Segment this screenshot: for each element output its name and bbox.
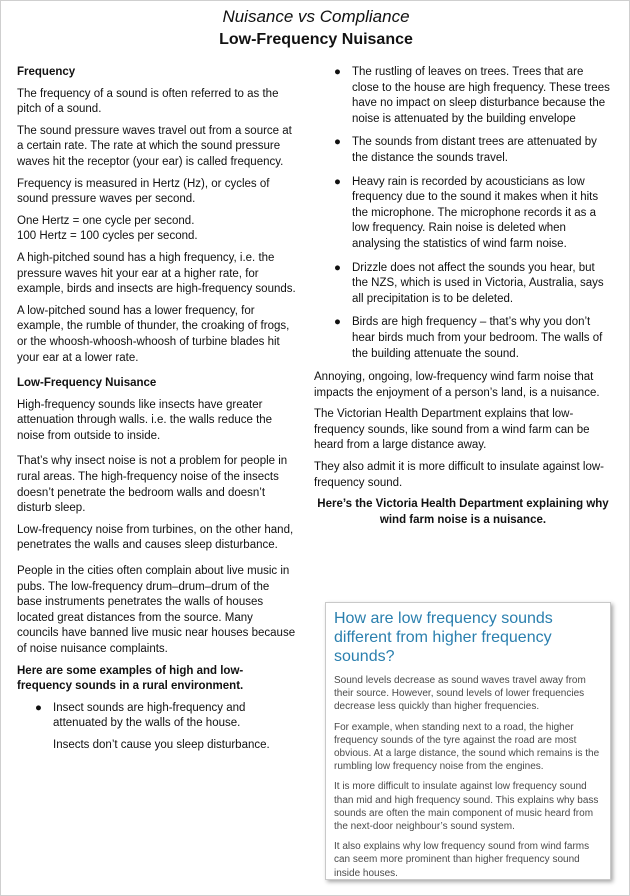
right-column	[314, 65, 612, 536]
list-item: ● The sounds from distant trees are attenuated by the distance the sounds travel.	[334, 136, 597, 164]
bullet-icon: ●	[334, 66, 341, 78]
paragraph: Frequency is measured in Hertz (Hz), or cycles of sound pressure waves per second.	[17, 177, 270, 206]
paragraph: That’s why insect noise is not a problem for people in rural areas. The high-frequency noise of the insects doesn’t penetrate the bedroom walls and doesn’t disturb sleep.	[17, 455, 288, 515]
page-supertitle: Nuisance vs Compliance	[222, 7, 410, 26]
bullet-icon: ●	[334, 316, 341, 329]
list-item: ● Drizzle does not affect the sounds you hear, but the NZS, which is used in Victoria, Australia, says all precipitation is to be deleted.	[334, 261, 604, 305]
paragraph: A high-pitched sound has a high frequency, i.e. the pressure waves hit your ear at a higher rate, for example, birds and insects are high-frequency sounds.	[17, 251, 296, 296]
health-department-clipping	[325, 602, 611, 880]
clipping-paragraph: Sound levels decrease as sound waves travel away from their source. However, sound levels of lower frequencies decrease less quickly than higher frequencies.	[334, 675, 586, 713]
paragraph: The Victorian Health Department explains that low-frequency sounds, like sound from a wind farm can be heard from a large distance away.	[314, 408, 590, 452]
list-item: ● Insect sounds are high-frequency and attenuated by the walls of the house. Insects don’t cause you sleep disturbance.	[35, 701, 297, 754]
low-frequency-nuisance-heading: Low-Frequency Nuisance	[17, 377, 157, 390]
clipping-title: How are low frequency sounds different from higher frequency sounds?	[334, 610, 553, 665]
list-item: ● Heavy rain is recorded by acousticians as low frequency due to the sound it makes when it hits the microphone. The microphone records it as a low frequency. Rain noise is deleted when analysing the statistics of wind farm noise.	[334, 175, 599, 250]
page-title: Low-Frequency Nuisance	[219, 31, 413, 48]
sounds-list	[314, 65, 612, 362]
bullet-icon: ●	[334, 136, 341, 149]
paragraph: High-frequency sounds like insects have greater attenuation through walls. i.e. the walls reduce the noise from outside to inside.	[17, 398, 273, 442]
paragraph	[17, 214, 297, 245]
clipping-paragraph: It is more difficult to insulate against low frequency sound than mid and high frequency sound. This explains why bass sounds are often the main component of music heard from the next-door neighbour’s sound system.	[334, 781, 599, 833]
list-item: ● The rustling of leaves on trees. Trees that are close to the house are high frequency. These trees have no impact on sleep disturbance because the noise is attenuated by the building envelope	[334, 66, 610, 125]
list-item: ● Birds are high frequency – that’s why you don’t hear birds much from your bedroom. The walls of the building attenuate the sound.	[334, 316, 603, 360]
frequency-heading: Frequency	[17, 66, 76, 78]
bullet-icon: ●	[35, 701, 42, 714]
clipping-paragraph: It also explains why low frequency sound from wind farms can seem more prominent than higher frequency sound inside houses.	[334, 841, 590, 879]
paragraph: The frequency of a sound is often referred to as the pitch of a sound.	[17, 87, 279, 116]
clipping-caption: Here’s the Victoria Health Department explaining why wind farm noise is a nuisance.	[317, 498, 609, 526]
examples-list	[17, 701, 297, 754]
examples-heading: Here are some examples of high and low-frequency sounds in a rural environment.	[17, 664, 244, 693]
bullet-icon: ●	[334, 175, 341, 188]
hertz-definition-1: One Hertz = one cycle per second.	[17, 214, 195, 227]
paragraph: The sound pressure waves travel out from a source at a certain rate. The rate at which the sound pressure waves hit the receptor (your ear) is called frequency.	[17, 124, 292, 168]
hertz-definition-2: 100 Hertz = 100 cycles per second.	[17, 230, 198, 243]
left-column	[17, 65, 297, 762]
bullet-icon: ●	[334, 261, 341, 274]
clipping-paragraph: For example, when standing next to a road, the higher frequency sounds of the tyre against the road are most obvious. At a large distance, the sound which remains is the rumbling low frequency noise from the engines.	[334, 721, 600, 773]
paragraph: They also admit it is more difficult to insulate against low-frequency sound.	[314, 461, 604, 489]
paragraph: Low-frequency noise from turbines, on the other hand, penetrates the walls and causes sleep disturbance.	[17, 523, 294, 552]
page-header	[1, 5, 630, 51]
paragraph: Annoying, ongoing, low-frequency wind farm noise that impacts the enjoyment of a person’s land, is a nuisance.	[314, 371, 600, 399]
paragraph: People in the cities often complain about live music in pubs. The low-frequency drum–drum–drum of the base instruments penetrates the walls of houses located great distances from the source. Many councils have banned live music near houses because of noise nuisance complaints.	[17, 565, 296, 655]
paragraph: A low-pitched sound has a lower frequency, for example, the rumble of thunder, the croaking of frogs, or the whoosh-whoosh-whoosh of turbine blades hit your ear at a lower rate.	[17, 304, 290, 364]
list-item-subparagraph: Insects don’t cause you sleep disturbance.	[53, 738, 270, 751]
